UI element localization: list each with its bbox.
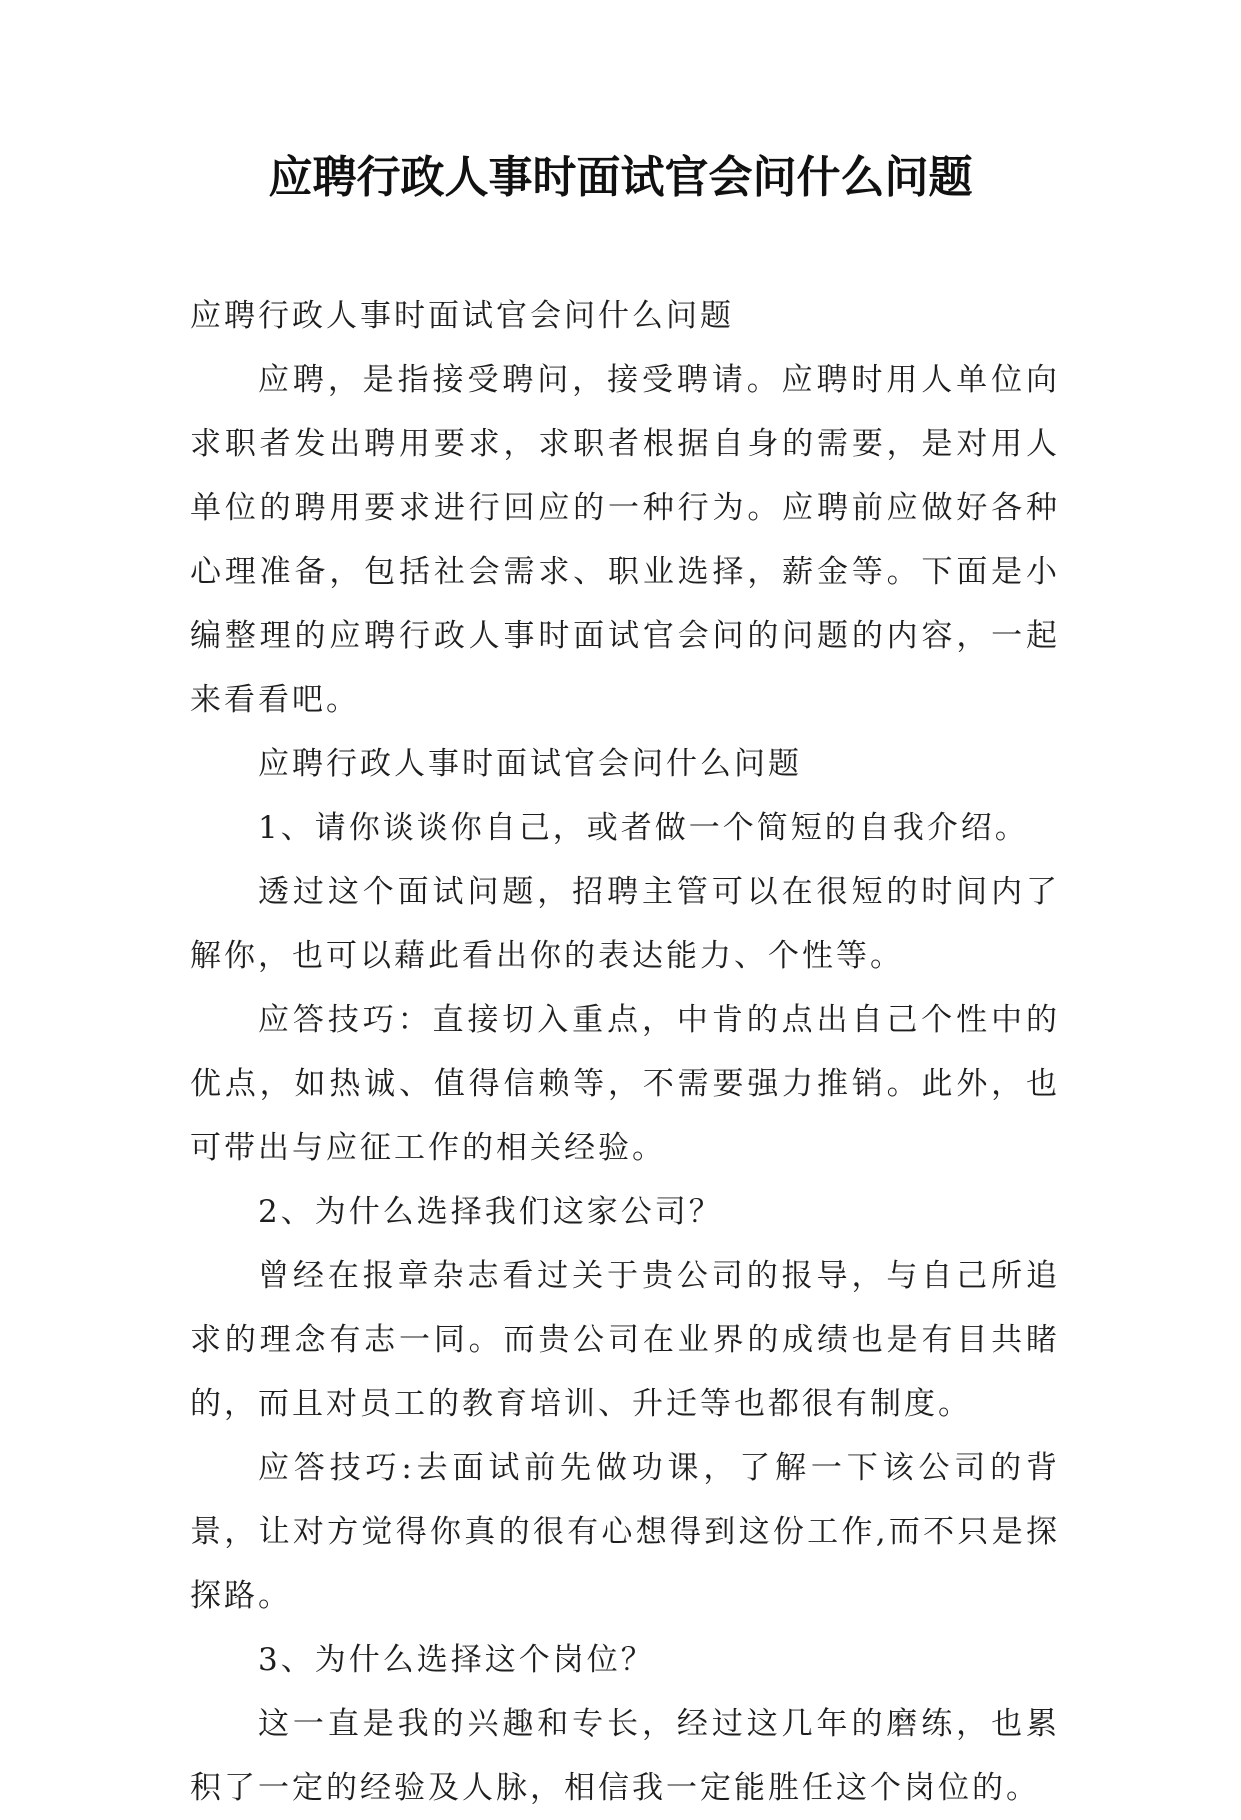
document-body	[190, 284, 1060, 1820]
question-3: 3、为什么选择这个岗位？	[258, 1642, 655, 1678]
question-2: 2、为什么选择我们这家公司？	[258, 1194, 723, 1230]
answer-3: 这一直是我的兴趣和专长，经过这几年的磨练，也累积了一定的经验及人脉，相信我一定能胜任这个岗位的。	[190, 1706, 1060, 1806]
document-title: 应聘行政人事时面试官会问什么问题	[268, 152, 973, 203]
paragraph-subheading: 应聘行政人事时面试官会问什么问题	[258, 746, 802, 782]
paragraph-heading: 应聘行政人事时面试官会问什么问题	[190, 298, 734, 334]
answer-2: 曾经在报章杂志看过关于贵公司的报导，与自己所追求的理念有志一同。而贵公司在业界的成绩也是有目共睹的，而且对员工的教育培训、升迁等也都很有制度。	[190, 1258, 1060, 1422]
tip-1: 应答技巧：直接切入重点，中肯的点出自己个性中的优点，如热诚、值得信赖等，不需要强力推销。此外，也可带出与应征工作的相关经验。	[190, 1002, 1060, 1166]
tip-2: 应答技巧:去面试前先做功课，了解一下该公司的背景，让对方觉得你真的很有心想得到这份工作,而不只是探探路。	[190, 1450, 1060, 1614]
question-1: 1、请你谈谈你自己，或者做一个简短的自我介绍。	[258, 810, 1029, 846]
answer-1: 透过这个面试问题，招聘主管可以在很短的时间内了解你，也可以藉此看出你的表达能力、个性等。	[190, 874, 1060, 974]
paragraph-intro: 应聘，是指接受聘问，接受聘请。应聘时用人单位向求职者发出聘用要求，求职者根据自身的需要，是对用人单位的聘用要求进行回应的一种行为。应聘前应做好各种心理准备，包括社会需求、职业选择，薪金等。下面是小编整理的应聘行政人事时面试官会问的问题的内容，一起来看看吧。	[190, 362, 1060, 718]
